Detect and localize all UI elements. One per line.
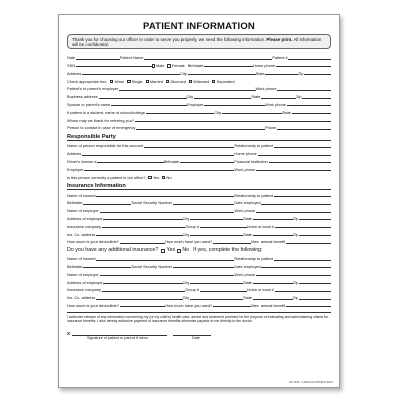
married-checkbox[interactable]: Married xyxy=(146,79,164,84)
state-field[interactable]: State xyxy=(256,71,298,76)
current-patient-label: Is this person currently a patient in our office? xyxy=(67,174,146,180)
intro-box xyxy=(67,34,331,49)
minor-checkbox[interactable]: Minor xyxy=(110,79,124,84)
row-current-patient xyxy=(67,172,331,180)
responsible-name-field[interactable]: Name of person responsible for this account xyxy=(67,143,234,148)
insured-work-phone-field[interactable]: Work phone xyxy=(234,208,331,213)
add-used-field[interactable]: How much have you used? xyxy=(165,303,251,308)
spouse-employer-field[interactable]: Employer xyxy=(187,102,265,107)
insurance-heading: Insurance Information xyxy=(67,182,331,190)
row-add-employer xyxy=(67,269,331,277)
ins-co-state-field[interactable]: State xyxy=(243,232,293,237)
work-phone-field[interactable]: Work phone xyxy=(256,86,331,91)
ins-co-zip-field[interactable]: Zip xyxy=(293,232,332,237)
single-checkbox[interactable]: Single xyxy=(127,79,142,84)
birthdate-field[interactable]: Birthdate xyxy=(188,63,253,68)
patient-information-form xyxy=(58,14,340,388)
responsible-work-phone-field[interactable]: Work phone xyxy=(234,167,331,172)
row-insured-birthdate xyxy=(67,198,331,206)
add-max-benefit-field[interactable]: Max. annual benefit xyxy=(251,303,331,308)
insured-state-field[interactable]: State xyxy=(243,216,293,221)
additional-insurance-question: Do you have any additional insurance? xyxy=(67,247,159,254)
row-insured-employer-address xyxy=(67,213,331,221)
row-date-name xyxy=(67,52,331,60)
form-code: FM-1616 · 2-0060-001 PATIENT INFO xyxy=(288,381,333,384)
spouse-name-field[interactable]: Spouse or parent's name xyxy=(67,102,187,107)
school-state-field[interactable]: State xyxy=(282,110,331,115)
insured-birthdate-field[interactable]: Birthdate xyxy=(67,200,131,205)
business-city-field[interactable]: City xyxy=(187,94,252,99)
add-insured-name-field[interactable]: Name of insured xyxy=(67,256,234,261)
add-ssn-field[interactable]: Social Security Number xyxy=(131,264,234,269)
ssn-field[interactable]: SSN xyxy=(67,63,152,68)
school-field[interactable]: If patient is a student, name of school/college xyxy=(67,110,214,115)
intro-confidential: All information will be confidential. xyxy=(72,36,322,47)
current-patient-yes-checkbox[interactable]: Yes xyxy=(148,175,159,180)
insurance-company-field[interactable]: Insurance company xyxy=(67,224,185,229)
union-local-field[interactable]: Union or local # xyxy=(247,224,331,229)
add-date-employed-field[interactable]: Date employed xyxy=(234,264,331,269)
insured-employer-address-field[interactable]: Address of employer xyxy=(67,216,183,221)
responsible-party-heading: Responsible Party xyxy=(67,133,331,141)
separated-checkbox[interactable]: Separated xyxy=(212,79,234,84)
check-box-label: Check appropriate box: xyxy=(67,78,108,84)
signature-row xyxy=(67,328,331,336)
school-city-field[interactable]: City xyxy=(214,110,282,115)
row-responsible-address xyxy=(67,148,331,156)
responsible-employer-field[interactable]: Employer xyxy=(67,167,234,172)
referral-field[interactable]: Whom may we thank for referring you? xyxy=(67,118,331,123)
row-ssn-sex xyxy=(67,60,331,68)
date-field[interactable]: Date xyxy=(67,55,120,60)
add-employer-field[interactable]: Name of employer xyxy=(67,272,234,277)
add-insured-relationship-field[interactable]: Relationship to patient xyxy=(234,256,331,261)
additional-no-checkbox[interactable]: No xyxy=(177,247,189,253)
signature-caption: Signature of patient or parent if minor xyxy=(87,336,148,341)
row-responsible-license xyxy=(67,156,331,164)
group-number-field[interactable]: Group # xyxy=(185,224,247,229)
row-responsible-employer xyxy=(67,164,331,172)
responsible-home-phone-field[interactable]: Home phone xyxy=(234,151,331,156)
row-add-company xyxy=(67,285,331,293)
row-referral xyxy=(67,115,331,123)
ins-co-address-field[interactable]: Ins. Co. address xyxy=(67,232,183,237)
add-union-local-field[interactable]: Union or local # xyxy=(247,287,331,292)
row-student xyxy=(67,107,331,115)
intro-please-print: Please print. xyxy=(266,36,293,42)
add-birthdate-field[interactable]: Birthdate xyxy=(67,264,131,269)
row-emergency xyxy=(67,123,331,131)
city-field[interactable]: City xyxy=(180,71,255,76)
business-zip-field[interactable]: Zip xyxy=(296,94,331,99)
spouse-work-phone-field[interactable]: Work phone xyxy=(265,102,331,107)
add-work-phone-field[interactable]: Work phone xyxy=(234,272,331,277)
business-address-field[interactable]: Business address xyxy=(67,94,187,99)
current-patient-no-checkbox[interactable]: No xyxy=(162,175,171,180)
form-title: PATIENT INFORMATION xyxy=(143,21,255,32)
drivers-license-field[interactable]: Driver's license # xyxy=(67,159,164,164)
row-business-address xyxy=(67,91,331,99)
row-address xyxy=(67,68,331,76)
emergency-contact-field[interactable]: Person to contact in case of emergency xyxy=(67,125,265,130)
business-state-field[interactable]: State xyxy=(251,94,296,99)
add-ins-co-state-field[interactable]: State xyxy=(243,295,293,300)
row-add-insured xyxy=(67,253,331,261)
row-employer xyxy=(67,84,331,92)
zip-field[interactable]: Zip xyxy=(298,71,331,76)
insured-zip-field[interactable]: Zip xyxy=(293,216,332,221)
signature-captions xyxy=(67,336,331,340)
signature-x-mark: X xyxy=(67,331,71,337)
deductible-field[interactable]: How much is your deductible? xyxy=(67,239,165,244)
authorization-text: I authorize release of any information concerning my (or my child's) health care, advice and treatment provided for the purpose of evaluating and administering claims for insurance benefits. I also hereby authorize payment of insurance benefits otherwise payable to me directly to the doctor. xyxy=(67,312,331,323)
row-add-co-address xyxy=(67,292,331,300)
responsible-birthdate-field[interactable]: Birthdate xyxy=(164,159,235,164)
divorced-checkbox[interactable]: Divorced xyxy=(166,79,186,84)
insured-date-employed-field[interactable]: Date employed xyxy=(234,200,331,205)
row-insurance-company xyxy=(67,221,331,229)
row-responsible-name xyxy=(67,141,331,149)
home-phone-field[interactable]: Home phone xyxy=(253,63,331,68)
responsible-address-field[interactable]: Address xyxy=(67,151,234,156)
female-checkbox[interactable]: Female xyxy=(167,63,184,68)
insured-relationship-field[interactable]: Relationship to patient xyxy=(234,193,331,198)
add-zip-field[interactable]: Zip xyxy=(293,280,332,285)
financial-institution-field[interactable]: Financial Institution xyxy=(234,159,331,164)
signature-date-caption: Date xyxy=(192,336,200,341)
add-state-field[interactable]: State xyxy=(243,280,293,285)
insured-name-field[interactable]: Name of insured xyxy=(67,193,234,198)
add-ins-co-city-field[interactable]: City xyxy=(183,295,244,300)
add-deductible-field[interactable]: How much is your deductible? xyxy=(67,303,165,308)
if-yes-instruction: If yes, complete the following: xyxy=(193,247,263,254)
used-field[interactable]: How much have you used? xyxy=(165,239,251,244)
row-insured-employer xyxy=(67,205,331,213)
add-group-number-field[interactable]: Group # xyxy=(185,287,247,292)
add-city-field[interactable]: City xyxy=(183,280,244,285)
address-field[interactable]: Address xyxy=(67,71,180,76)
row-marital-status xyxy=(67,76,331,84)
insured-employer-field[interactable]: Name of employer xyxy=(67,208,234,213)
add-insurance-company-field[interactable]: Insurance company xyxy=(67,287,185,292)
row-spouse xyxy=(67,99,331,107)
max-benefit-field[interactable]: Max. annual benefit xyxy=(251,239,331,244)
row-additional-question xyxy=(67,244,331,253)
add-ins-co-zip-field[interactable]: Zip xyxy=(293,295,332,300)
emergency-phone-field[interactable]: Phone xyxy=(265,125,331,130)
widowed-checkbox[interactable]: Widowed xyxy=(189,79,209,84)
additional-yes-checkbox[interactable]: Yes xyxy=(161,247,175,253)
row-insured xyxy=(67,190,331,198)
row-deductible xyxy=(67,237,331,245)
patient-name-field[interactable]: Patient Name xyxy=(120,55,273,60)
ins-co-city-field[interactable]: City xyxy=(183,232,244,237)
row-add-deductible xyxy=(67,300,331,308)
insured-ssn-field[interactable]: Social Security Number xyxy=(131,200,234,205)
add-ins-co-address-field[interactable]: Ins. Co. address xyxy=(67,295,183,300)
add-employer-address-field[interactable]: Address of employer xyxy=(67,280,183,285)
responsible-relationship-field[interactable]: Relationship to patient xyxy=(234,143,331,148)
intro-text: Thank you for choosing our office! In order to serve you properly, we need the following information. xyxy=(72,36,266,42)
patient-number-field[interactable]: Patient # xyxy=(272,55,331,60)
insured-city-field[interactable]: City xyxy=(183,216,244,221)
row-add-employer-address xyxy=(67,277,331,285)
row-add-birthdate xyxy=(67,261,331,269)
male-checkbox[interactable]: Male xyxy=(152,63,165,68)
row-ins-co-address xyxy=(67,229,331,237)
employer-field[interactable]: Patient's or parent's employer xyxy=(67,86,256,91)
